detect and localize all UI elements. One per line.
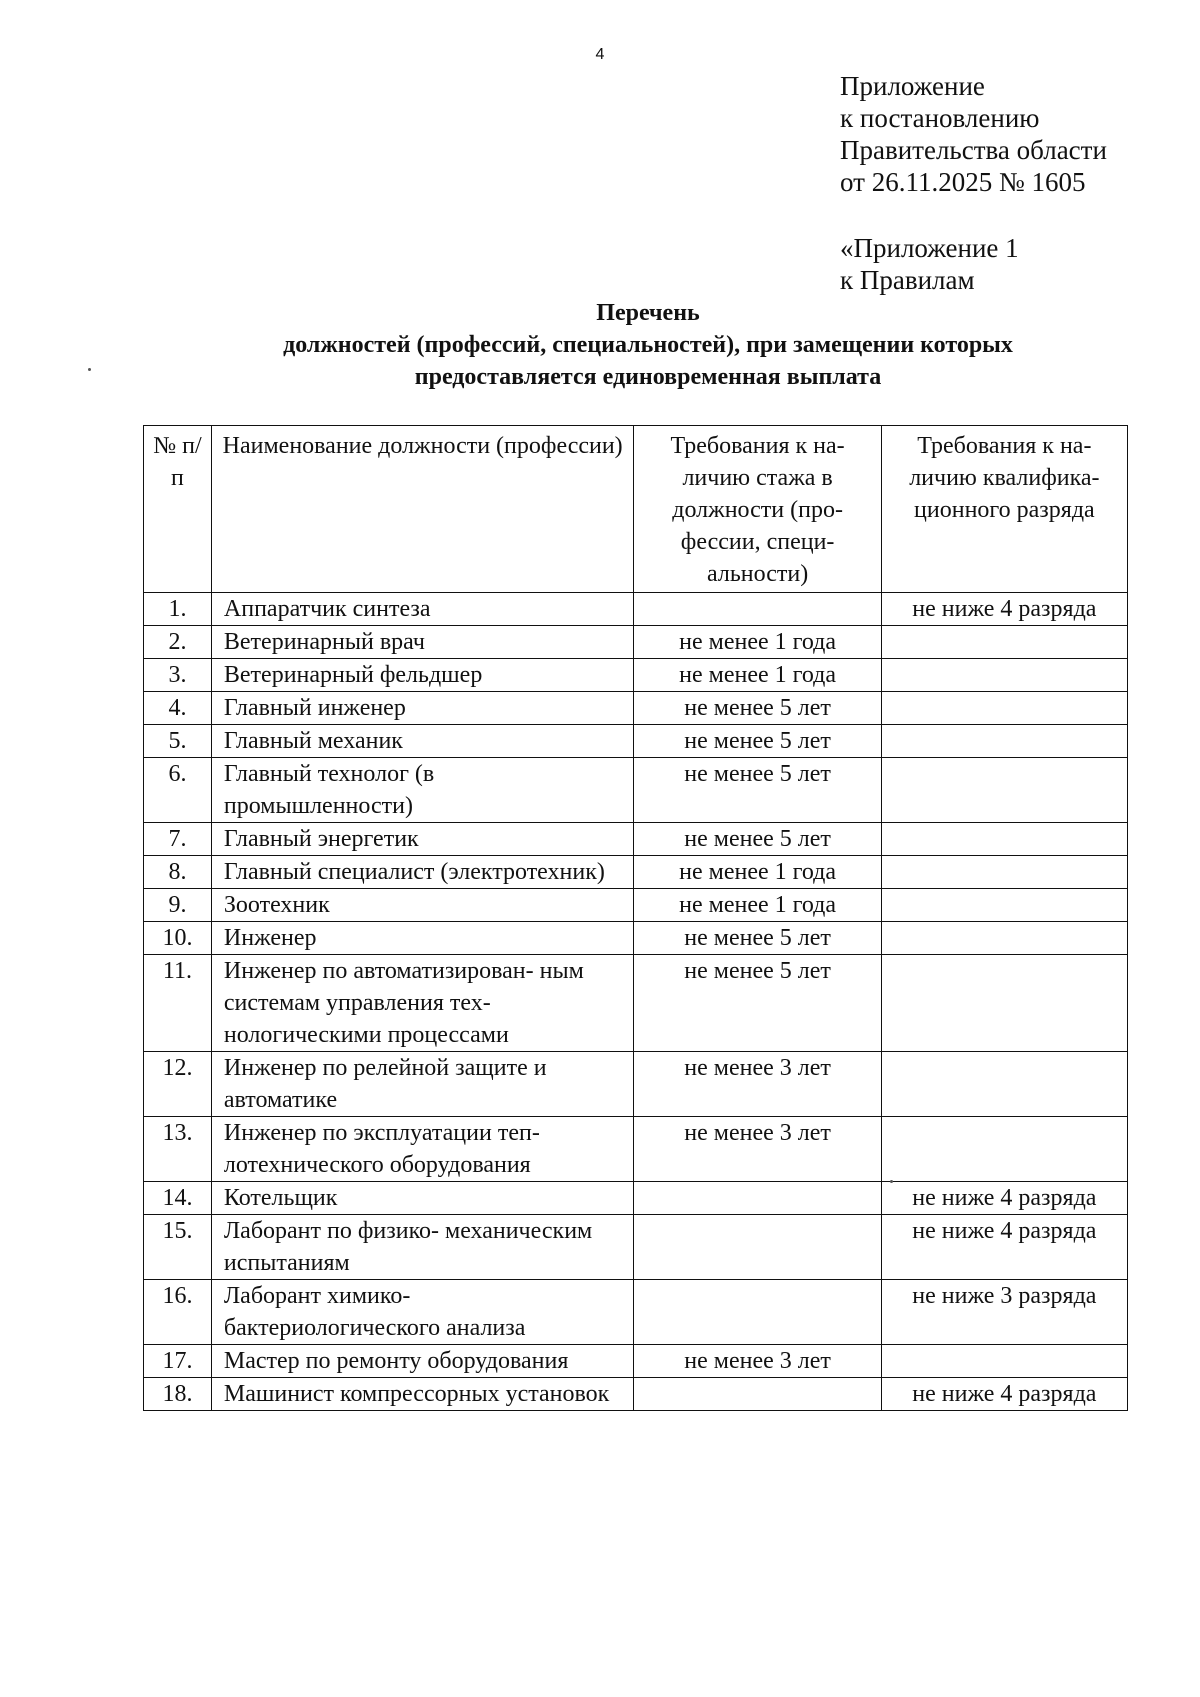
title-line: предоставляется единовременная выплата xyxy=(414,364,882,390)
row-name: Ветеринарный фельдшер xyxy=(211,659,634,692)
row-num: 18. xyxy=(144,1378,212,1411)
row-experience xyxy=(634,1182,881,1215)
approval-line: Правительства области xyxy=(840,135,1107,165)
row-num: 17. xyxy=(144,1345,212,1378)
row-num: 4. xyxy=(144,692,212,725)
row-qualification xyxy=(881,1052,1127,1117)
scan-speck xyxy=(88,368,91,371)
row-name: Главный специалист (электротехник) xyxy=(211,856,634,889)
row-experience xyxy=(634,593,881,626)
row-qualification: не ниже 4 разряда xyxy=(881,1182,1127,1215)
header-name: Наименование должности (профессии) xyxy=(211,426,634,593)
row-name: Главный инженер xyxy=(211,692,634,725)
row-qualification xyxy=(881,659,1127,692)
header-experience: Требования к на- личию стажа в должности (про- фессии, специ- альности) xyxy=(634,426,881,593)
table-row xyxy=(144,725,1128,758)
row-name: Машинист компрессорных установок xyxy=(211,1378,634,1411)
row-experience xyxy=(634,1215,881,1280)
row-name: Аппаратчик синтеза xyxy=(211,593,634,626)
positions-table xyxy=(143,425,1128,1411)
row-qualification xyxy=(881,889,1127,922)
row-qualification xyxy=(881,626,1127,659)
row-qualification xyxy=(881,692,1127,725)
row-num: 3. xyxy=(144,659,212,692)
title-line: должностей (профессий, специальностей), при замещении которых xyxy=(283,332,1013,358)
row-experience: не менее 5 лет xyxy=(634,823,881,856)
row-experience: не менее 1 года xyxy=(634,889,881,922)
row-qualification: не ниже 4 разряда xyxy=(881,1378,1127,1411)
table-row xyxy=(144,692,1128,725)
row-experience xyxy=(634,1378,881,1411)
scan-speck xyxy=(890,1180,893,1183)
table-row xyxy=(144,1182,1128,1215)
title-line: Перечень xyxy=(596,300,700,326)
row-num: 5. xyxy=(144,725,212,758)
table-row xyxy=(144,593,1128,626)
table-row xyxy=(144,1117,1128,1182)
appendix-line: «Приложение 1 xyxy=(840,233,1019,263)
row-num: 15. xyxy=(144,1215,212,1280)
row-num: 2. xyxy=(144,626,212,659)
row-qualification xyxy=(881,856,1127,889)
row-num: 7. xyxy=(144,823,212,856)
row-qualification: не ниже 3 разряда xyxy=(881,1280,1127,1345)
row-experience: не менее 1 года xyxy=(634,659,881,692)
approval-line: к постановлению xyxy=(840,103,1040,133)
row-qualification: не ниже 4 разряда xyxy=(881,1215,1127,1280)
table-row xyxy=(144,1280,1128,1345)
row-name: Главный технолог (в промышленности) xyxy=(211,758,634,823)
table-row xyxy=(144,1345,1128,1378)
row-experience: не менее 5 лет xyxy=(634,758,881,823)
header-num: № п/п xyxy=(144,426,212,593)
table-row xyxy=(144,659,1128,692)
row-qualification xyxy=(881,823,1127,856)
row-name: Котельщик xyxy=(211,1182,634,1215)
table-row xyxy=(144,955,1128,1052)
row-num: 11. xyxy=(144,955,212,1052)
table-row xyxy=(144,823,1128,856)
row-name: Инженер по релейной защите и автоматике xyxy=(211,1052,634,1117)
row-name: Лаборант по физико- механическим испытаниям xyxy=(211,1215,634,1280)
page-number: 4 xyxy=(595,46,605,63)
table-row xyxy=(144,856,1128,889)
row-num: 14. xyxy=(144,1182,212,1215)
row-experience: не менее 5 лет xyxy=(634,725,881,758)
row-name: Инженер по эксплуатации теп- лотехнического оборудования xyxy=(211,1117,634,1182)
appendix-block xyxy=(840,232,1019,296)
table-row xyxy=(144,758,1128,823)
table-body xyxy=(144,593,1128,1411)
row-name: Ветеринарный врач xyxy=(211,626,634,659)
table-row xyxy=(144,1378,1128,1411)
row-qualification xyxy=(881,1117,1127,1182)
table-row xyxy=(144,922,1128,955)
table-header-row xyxy=(144,426,1128,593)
row-num: 1. xyxy=(144,593,212,626)
row-name: Лаборант химико- бактериологического анализа xyxy=(211,1280,634,1345)
row-experience: не менее 3 лет xyxy=(634,1345,881,1378)
row-num: 6. xyxy=(144,758,212,823)
row-num: 12. xyxy=(144,1052,212,1117)
table-row xyxy=(144,1215,1128,1280)
row-experience: не менее 3 лет xyxy=(634,1052,881,1117)
row-experience: не менее 5 лет xyxy=(634,692,881,725)
row-name: Зоотехник xyxy=(211,889,634,922)
row-experience: не менее 1 года xyxy=(634,856,881,889)
row-experience: не менее 3 лет xyxy=(634,1117,881,1182)
row-name: Мастер по ремонту оборудования xyxy=(211,1345,634,1378)
row-num: 13. xyxy=(144,1117,212,1182)
row-experience: не менее 1 года xyxy=(634,626,881,659)
row-qualification xyxy=(881,955,1127,1052)
row-name: Инженер по автоматизирован- ным системам управления тех- нологическими процессами xyxy=(211,955,634,1052)
row-num: 9. xyxy=(144,889,212,922)
row-experience xyxy=(634,1280,881,1345)
document-title xyxy=(150,297,1146,393)
row-experience: не менее 5 лет xyxy=(634,922,881,955)
row-num: 10. xyxy=(144,922,212,955)
row-name: Главный механик xyxy=(211,725,634,758)
header-qualification: Требования к на- личию квалифика- ционного разряда xyxy=(881,426,1127,593)
table-row xyxy=(144,889,1128,922)
row-qualification: не ниже 4 разряда xyxy=(881,593,1127,626)
row-num: 16. xyxy=(144,1280,212,1345)
row-experience: не менее 5 лет xyxy=(634,955,881,1052)
table-row xyxy=(144,1052,1128,1117)
row-qualification xyxy=(881,1345,1127,1378)
row-qualification xyxy=(881,758,1127,823)
approval-line: Приложение xyxy=(840,71,985,101)
approval-block xyxy=(840,70,1107,198)
row-qualification xyxy=(881,922,1127,955)
row-num: 8. xyxy=(144,856,212,889)
row-name: Главный энергетик xyxy=(211,823,634,856)
appendix-line: к Правилам xyxy=(840,265,975,295)
row-name: Инженер xyxy=(211,922,634,955)
approval-line: от 26.11.2025 № 1605 xyxy=(840,167,1086,197)
row-qualification xyxy=(881,725,1127,758)
table-row xyxy=(144,626,1128,659)
